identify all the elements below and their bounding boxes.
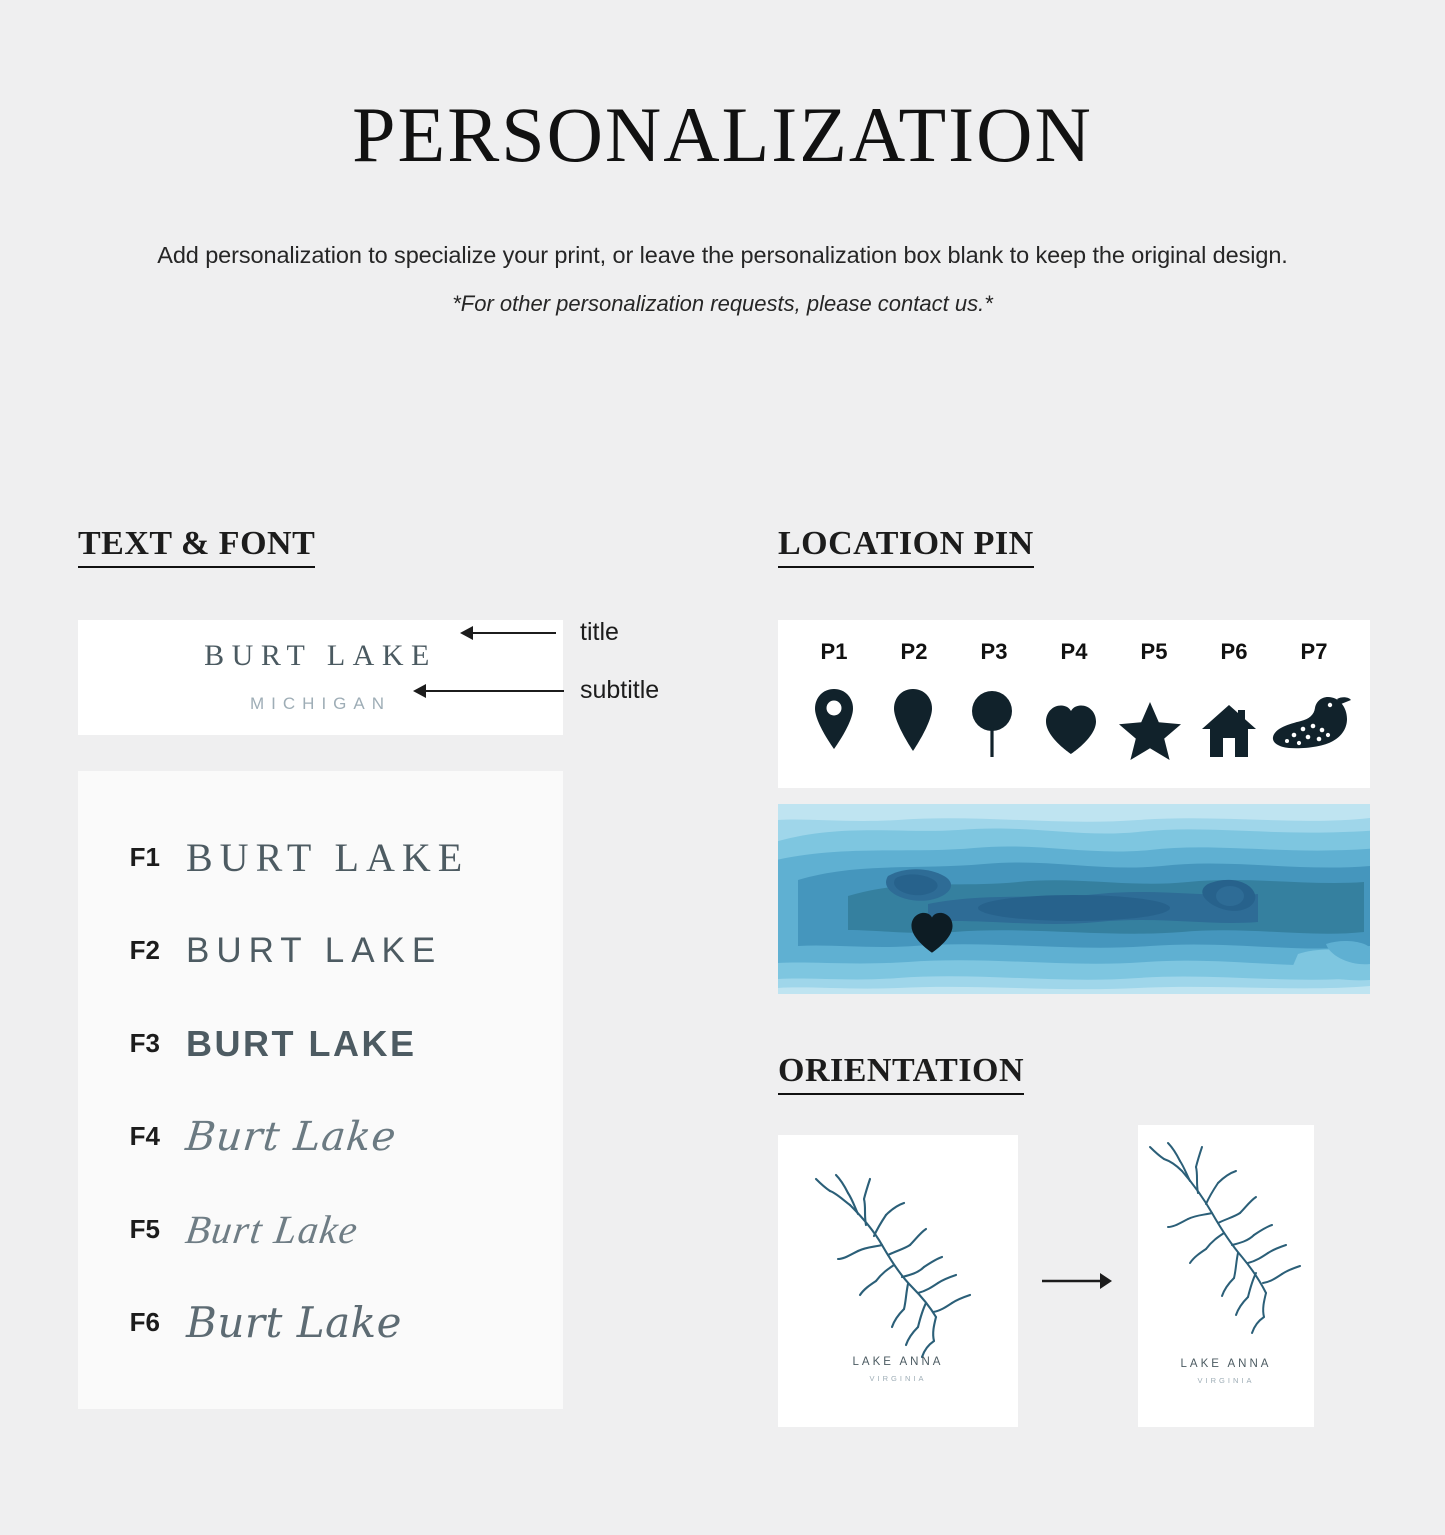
title-annotation-arrowhead-icon [460,626,473,640]
star-icon [1118,699,1182,761]
font-sample-f3: BURT LAKE [186,1022,417,1064]
font-sample-f1: BURT LAKE [186,835,470,880]
font-option-f2[interactable] [78,904,563,997]
pin-code-p7: P7 [1300,639,1328,664]
font-sample-f5: Burt Lake [182,1207,362,1252]
pin-option-p4[interactable] [1031,665,1110,761]
map-preview-pin [909,910,955,961]
intro-line-1: Add personalization to specialize your print, or leave the personalization box blank to keep the original design. [157,242,1288,268]
pin-option-p2[interactable] [873,665,952,761]
font-sample-f6: Burt Lake [186,1298,402,1347]
heart-icon [909,910,955,956]
preview-title: BURT LAKE [204,639,437,672]
font-options-card [78,771,563,1409]
map-preview [778,804,1370,994]
font-sample-f2: BURT LAKE [186,930,443,970]
pin-option-p7[interactable] [1268,665,1354,761]
font-code-f1: F1 [129,842,160,872]
text-and-font-section [78,525,698,1409]
right-column [778,525,1368,1427]
font-code-f3: F3 [129,1028,160,1058]
pin-option-p5[interactable] [1110,665,1189,761]
font-option-f5[interactable] [78,1183,563,1276]
intro-line-2: *For other personalization requests, please contact us.* [452,291,993,316]
arrow-right-icon [1042,1270,1114,1292]
poster-landscape-title: LAKE ANNA [852,1356,944,1368]
section-heading-text-font: TEXT & FONT [78,525,315,568]
font-code-f5: F5 [129,1214,160,1244]
poster-landscape-caption [778,1356,1018,1383]
loon-bird-icon [1268,689,1354,761]
heart-icon [1043,699,1099,761]
poster-portrait-title: LAKE ANNA [1180,1358,1272,1370]
poster-portrait-subtitle: VIRGINIA [1197,1376,1255,1385]
orientation-arrow [1018,1271,1138,1291]
pin-balloon-icon [970,687,1014,761]
font-option-f4[interactable] [78,1090,563,1183]
lake-map-landscape-graphic [778,1135,1018,1427]
pin-solid-icon [889,687,937,761]
section-heading-location-pin: LOCATION PIN [778,525,1034,568]
font-sample-f4: Burt Lake [183,1113,399,1160]
pin-code-p1: P1 [820,639,848,664]
pin-outline-icon [810,687,858,761]
preview-subtitle: MICHIGAN [250,694,391,713]
title-annotation-label: title [580,618,619,646]
poster-portrait[interactable] [1138,1125,1314,1427]
poster-portrait-caption [1138,1358,1314,1385]
page-title: PERSONALIZATION [352,91,1093,178]
pin-code-p2: P2 [900,639,928,664]
contour-map-graphic [778,804,1370,994]
poster-landscape[interactable] [778,1135,1018,1427]
pin-code-p3: P3 [980,639,1008,664]
font-option-f1[interactable] [78,811,563,904]
subtitle-annotation-arrowhead-icon [413,684,426,698]
section-heading-orientation: ORIENTATION [778,1052,1024,1095]
poster-landscape-subtitle: VIRGINIA [869,1374,927,1383]
pin-label-row [778,620,1370,665]
house-icon [1200,701,1258,761]
pin-option-p6[interactable] [1189,665,1268,761]
pin-options-card [778,620,1370,788]
orientation-options-row [778,1135,1368,1427]
pin-code-p4: P4 [1060,639,1088,664]
font-code-f4: F4 [129,1121,160,1151]
subtitle-annotation-label: subtitle [580,676,660,704]
pin-option-p1[interactable] [794,665,873,761]
font-code-f2: F2 [129,935,160,965]
pin-option-p3[interactable] [952,665,1031,761]
title-annotation-line [473,632,556,634]
pin-glyph-row [778,665,1370,761]
font-code-f6: F6 [129,1307,160,1337]
font-option-f3[interactable] [78,997,563,1090]
font-option-f6[interactable] [78,1276,563,1369]
pin-code-p5: P5 [1140,639,1168,664]
title-preview-card [78,620,563,735]
pin-code-p6: P6 [1220,639,1248,664]
orientation-section [778,1052,1368,1427]
subtitle-annotation-line [426,690,564,692]
